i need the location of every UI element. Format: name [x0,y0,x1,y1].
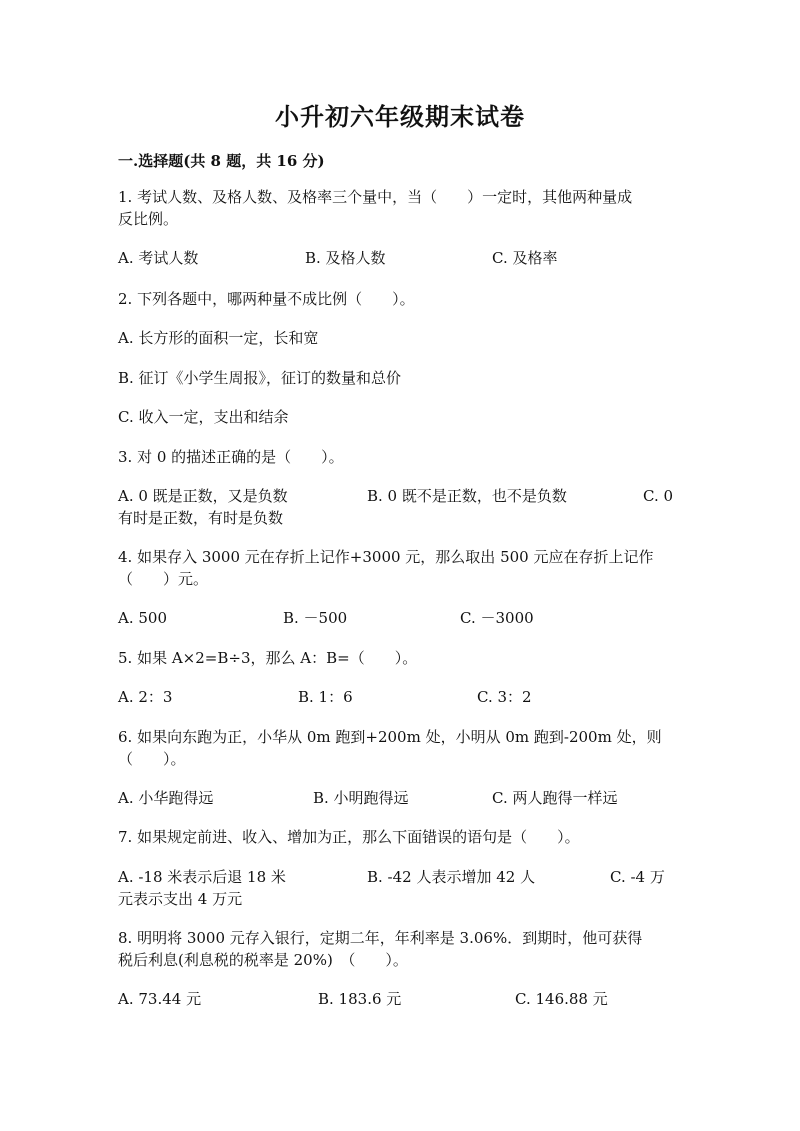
option-b: B. -42 人表示增加 42 人 [367,868,536,886]
question-text-line: 4. 如果存入 3000 元在存折上记作+3000 元，那么取出 500 元应在存折上记作 [118,548,654,566]
option-b: B. －500 [283,609,348,627]
option-a: A. 2：3 [118,688,173,706]
option-a: A. 0 既是正数，又是负数 [118,487,288,505]
option-c: C. -4 万 [610,868,665,886]
question-2 [118,288,678,310]
question-text-line: 税后利息(利息税的税率是 20%) （ ）。 [118,951,408,969]
option-b: B. 小明跑得远 [313,789,409,807]
option-a: A. 小华跑得远 [118,789,214,807]
option-c: C. 0 [643,487,674,505]
option-a: A. 500 [118,609,167,627]
question-text-line: 7. 如果规定前进、收入、增加为正，那么下面错误的语句是（ ）。 [118,828,580,846]
question-text-line: 6. 如果向东跑为正，小华从 0m 跑到+200m 处，小明从 0m 跑到-200m 处，则 [118,728,662,746]
option-c: C. 及格率 [492,249,558,267]
page-title: 小升初六年级期末试卷 [275,102,525,131]
option-c-continued: 有时是正数，有时是负数 [118,509,284,527]
option-c: C. －3000 [460,609,534,627]
question-7 [118,826,678,848]
question-text-line: 8. 明明将 3000 元存入银行，定期二年，年利率是 3.06%．到期时，他可获得 [118,929,643,947]
question-3 [118,446,678,468]
question-1 [118,186,678,230]
question-text-line: （ ）元。 [118,570,209,588]
section-heading: 一.选择题(共 8 题，共 16 分) [118,152,325,170]
option-a: A. -18 米表示后退 18 米 [118,868,286,886]
option-b: B. 183.6 元 [318,990,402,1008]
option-c: C. 两人跑得一样远 [492,789,618,807]
option-c: C. 收入一定，支出和结余 [118,408,289,426]
question-5 [118,647,678,669]
question-text-line: 3. 对 0 的描述正确的是（ ）。 [118,448,344,466]
option-c-continued: 元表示支出 4 万元 [118,890,243,908]
option-b: B. 1：6 [298,688,353,706]
option-b: B. 0 既不是正数，也不是负数 [367,487,567,505]
option-c: C. 146.88 元 [515,990,608,1008]
question-4 [118,546,678,590]
option-b: B. 征订《小学生周报》，征订的数量和总价 [118,369,402,387]
question-text-line: 1. 考试人数、及格人数、及格率三个量中，当（ ）一定时，其他两种量成 [118,188,633,206]
question-text-line: 2. 下列各题中，哪两种量不成比例（ ）。 [118,290,415,308]
option-c: C. 3：2 [477,688,532,706]
question-8 [118,927,678,971]
option-b: B. 及格人数 [305,249,386,267]
question-text-line: （ ）。 [118,750,186,768]
option-a: A. 长方形的面积一定，长和宽 [118,329,319,347]
option-a: A. 73.44 元 [118,990,202,1008]
option-a: A. 考试人数 [118,249,199,267]
question-text-line: 5. 如果 A×2=B÷3，那么 A：B=（ ）。 [118,649,418,667]
question-6 [118,726,678,770]
question-text-line: 反比例。 [118,210,179,228]
